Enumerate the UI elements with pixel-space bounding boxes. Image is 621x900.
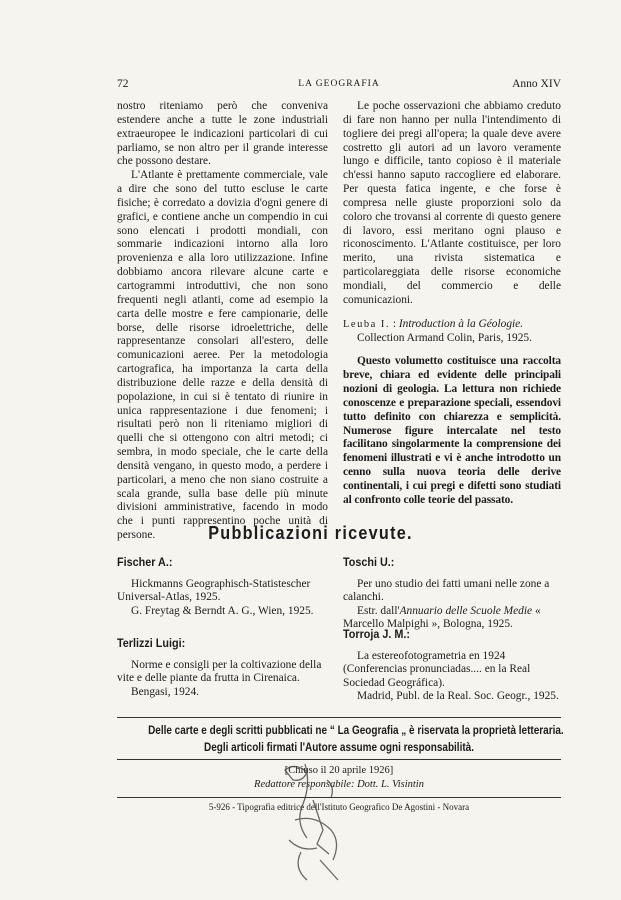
right-para-2: Questo volumetto costituisce una raccolta breve, chiara ed evidente delle principali nozioni di geologia. La lettura non richiede conoscenze e preparazione speciali, essendovi tutto definito con chiarezza e semplicità. Numerose figure intercalate nel testo facilitano singolarmente la comprensione dei fenomeni illustrati e vi è anche introdotto un cenno sulla nuova teoria delle derive continentali, i cui pregi e difetti sono studiati al confronto colle teorie del passato. (343, 355, 561, 506)
left-para-2: L'Atlante è prettamente commerciale, vale a dire che sono del tutto escluse le carte fisiche; è corredato a dovizia d'ogni genere di grafici, e contiene anche un compendio in cui sono elencati i prodotti mondiali, con sommarie indicazioni intorno alla loro provenienza e alla loro utilizzazione. Infine dobbiamo ancora rilevare alcune carte e cartogrammi introduttivi, che non sono frequenti negli atlanti, come ad esempio la carta delle mostre e fere campionarie, delle borse, delle risorse idroelettriche, delle rappresentanze consolari all'estero, delle comunicazioni aeree. Per la metodologia cartografica, ha importanza la carta della distribuzione delle razze e della densità di popolazione, in cui si è tentato di riunire in unica rappresentazione i due fenomeni; i risultati però non li riteniamo migliori di quelli che si ottengono con altri metodi; ci sembra, in modo speciale, che le carte della densità vengano, in questo modo, a perdere i particolari, a meno che non siano costruite a scala grande, sulla base delle più minute divisioni amministrative, facendo in modo che i punti rappresentino poche unità di persone. (117, 169, 328, 542)
printer-line: 5-926 - Tipografia editrice dell'Istituto Geografico De Agostini - Novara (208, 802, 470, 812)
pub-line: Bengasi, 1924. (131, 685, 200, 698)
pub-line: Norme e consigli per la coltivazione della vite e delle piante da frutta in Cirenaica. (117, 658, 322, 685)
notice-line-2: Degli articoli firmati l'Autore assume ogni responsabilità. (204, 741, 474, 754)
ref-author: Leuba I. (343, 318, 390, 330)
editor-line: Redattore responsabile: Dott. L. Visintin (254, 779, 424, 790)
pub-torroja (343, 628, 561, 704)
divider (117, 717, 561, 718)
ink-stamp-icon (265, 760, 385, 890)
pub-line: Madrid, Publ. de la Real. Soc. Geogr., 1925. (357, 690, 559, 703)
closed-date: [Chiuso il 20 aprile 1926] (284, 765, 394, 776)
running-header (117, 78, 561, 92)
pub-author: Toschi U.: (343, 555, 395, 569)
pub-author: Fischer A.: (117, 555, 173, 569)
pub-author: Torroja J. M.: (343, 627, 411, 641)
pub-line: La estereofotogrametria en 1924 (Conferencias pronunciadas.... en la Real Sociedad Geográfica). (343, 649, 531, 689)
book-reference: Leuba I. : Introduction à la Géologie. Collection Armand Colin, Paris, 1925. (343, 317, 532, 344)
copyright-notice (117, 722, 564, 756)
volume-year: Anno XIV (512, 78, 561, 90)
pub-line: G. Freytag & Berndt A. G., Wien, 1925. (131, 604, 314, 617)
page-number: 72 (117, 78, 129, 90)
ref-title: Introduction à la Géologie. (398, 317, 524, 330)
pub-line: Per uno studio dei fatti umani nelle zone a calanchi. (343, 577, 550, 604)
pub-author: Terlizzi Luigi: (117, 636, 186, 650)
right-para-1: Le poche osservazioni che abbiamo creduto di fare non hanno per nulla l'intendimento di togliere dei pregi all'opera; la quale deve avere costretto gli autori ad un lavoro veramente lungo e difficile, tanto copioso è il materiale ch'essi hanno saputo raccogliere ed elaborare. Per questa fatica ingente, e che forse è compresa nelle giuste proporzioni solo da coloro che trovansi al corrente di questo genere di lavoro, essi meritano ogni plauso e riconoscimento. L'Atlante costituisce, per loro merito, una rivista sistematica e particolareggiata delle risorse economiche mondiali, del commercio e delle comunicazioni. (343, 100, 561, 306)
section-title: Pubblicazioni ricevute. (208, 523, 413, 543)
notice-line-1: Delle carte e degli scritti pubblicati ne “ La Geografia „ è riservata la proprietà letteraria. (148, 724, 564, 737)
pub-line: Estr. dall'Annuario delle Scuole Medie « Marcello Malpighi », Bologna, 1925. (343, 604, 541, 631)
ref-publisher: Collection Armand Colin, Paris, 1925. (357, 331, 532, 344)
left-para-1: nostro riteniamo però che conveniva estendere anche a tutte le zone industriali extraeuropee le indicazioni particolari di cui parliamo, se non altro per il grande interesse che possono destare. (117, 100, 328, 168)
pub-terlizzi (117, 637, 329, 699)
right-column (343, 100, 561, 508)
pub-toschi (343, 556, 561, 632)
pub-fischer (117, 556, 329, 618)
left-column (117, 100, 328, 543)
journal-title: LA GEOGRAFIA (298, 79, 380, 89)
pub-line: Hickmanns Geographisch-Statistescher Universal-Atlas, 1925. (117, 577, 311, 604)
